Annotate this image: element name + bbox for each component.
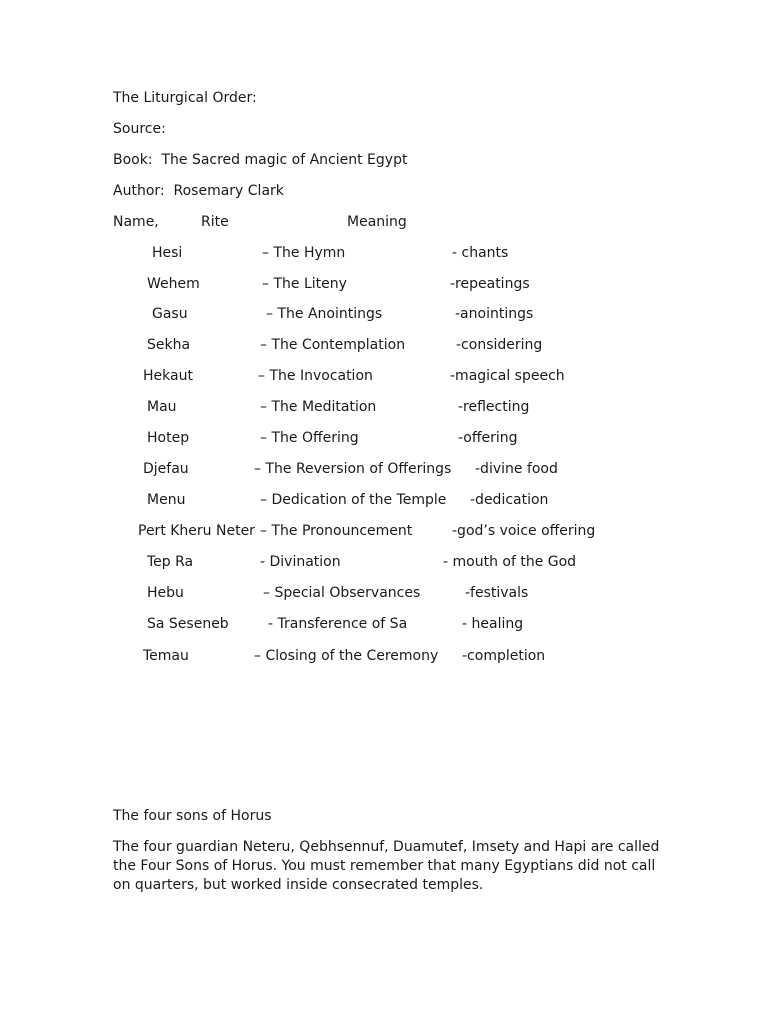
- row-rite: – The Invocation: [258, 368, 373, 384]
- row-rite: - Transference of Sa: [268, 616, 408, 632]
- row-meaning: -reflecting: [458, 399, 530, 415]
- row-meaning: - chants: [452, 245, 509, 261]
- row-name: Sekha: [147, 337, 191, 353]
- row-meaning: -festivals: [465, 585, 529, 601]
- row-name: Tep Ra: [147, 554, 194, 570]
- row-meaning: -dedication: [470, 492, 549, 508]
- row-name: Hesi: [152, 245, 183, 261]
- row-meaning: - healing: [462, 616, 524, 632]
- row-name: Wehem: [147, 276, 200, 292]
- row-rite: - Divination: [260, 554, 341, 570]
- row-meaning: -considering: [456, 337, 543, 353]
- row-meaning: -offering: [458, 430, 518, 446]
- row-name: Hekaut: [143, 368, 193, 384]
- row-name: Gasu: [152, 306, 188, 322]
- row-rite: – The Anointings: [266, 306, 383, 322]
- section-paragraph: The four guardian Neteru, Qebhsennuf, Duamutef, Imsety and Hapi are called the Four Sons of Horus. You must remember that many Egyptians did not call on quarters, but worked inside consecrated temples.: [113, 839, 660, 893]
- row-meaning: -god’s voice offering: [452, 523, 596, 539]
- row-name: Djefau: [143, 461, 189, 477]
- section-heading: The four sons of Horus: [113, 808, 272, 824]
- row-name: Sa Seseneb: [147, 616, 229, 632]
- row-meaning: -completion: [462, 648, 546, 664]
- row-rite: – Special Observances: [263, 585, 421, 601]
- source-label: Source:: [113, 121, 166, 137]
- row-meaning: - mouth of the God: [443, 554, 577, 570]
- row-name: Mau: [147, 399, 177, 415]
- row-meaning: -magical speech: [450, 368, 565, 384]
- row-name: Menu: [147, 492, 186, 508]
- book-line: Book: The Sacred magic of Ancient Egypt: [113, 152, 408, 168]
- row-meaning: -divine food: [475, 461, 558, 477]
- header-name: Name,: [113, 214, 159, 230]
- row-name: Hotep: [147, 430, 190, 446]
- row-name: Temau: [143, 648, 189, 664]
- row-rite: – Closing of the Ceremony: [254, 648, 439, 664]
- row-rite: – The Offering: [260, 430, 359, 446]
- row-rite: – The Meditation: [260, 399, 377, 415]
- row-rite: – The Hymn: [262, 245, 346, 261]
- row-rite: – The Contemplation: [260, 337, 406, 353]
- row-name: Hebu: [147, 585, 184, 601]
- row-rite: – The Reversion of Offerings: [254, 461, 452, 477]
- row-name: Pert Kheru Neter: [138, 523, 255, 539]
- header-meaning: Meaning: [347, 214, 407, 230]
- author-line: Author: Rosemary Clark: [113, 183, 284, 199]
- document-title: The Liturgical Order:: [113, 90, 257, 106]
- row-rite: – The Liteny: [262, 276, 347, 292]
- row-meaning: -anointings: [455, 306, 534, 322]
- header-rite: Rite: [201, 214, 229, 230]
- row-meaning: -repeatings: [450, 276, 530, 292]
- row-rite: – The Pronouncement: [260, 523, 413, 539]
- row-rite: – Dedication of the Temple: [260, 492, 447, 508]
